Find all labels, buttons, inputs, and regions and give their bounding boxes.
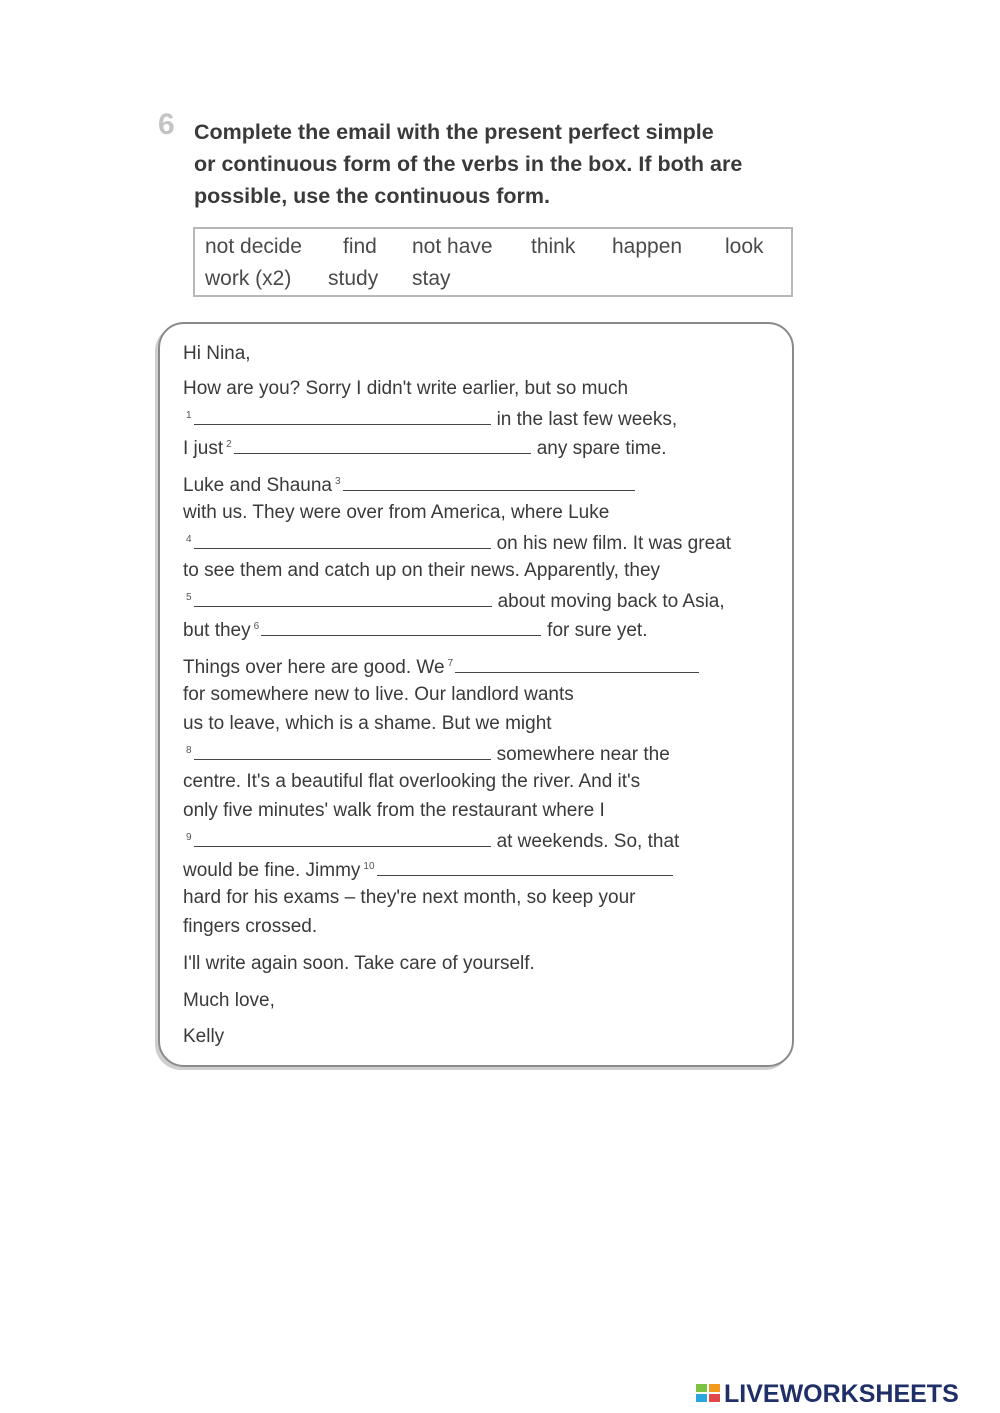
email-line xyxy=(183,407,677,431)
word-box xyxy=(193,227,793,297)
gap-number: 10 xyxy=(363,860,375,872)
word-box-item: work (x2) xyxy=(205,267,292,290)
word-box-item: not have xyxy=(412,235,493,258)
gap-number: 8 xyxy=(186,744,192,756)
gap-number: 9 xyxy=(186,831,192,843)
word-box-item: not decide xyxy=(205,235,302,258)
word-box-item: look xyxy=(725,235,764,258)
email-line: only five minutes' walk from the restaurant where I xyxy=(183,800,605,821)
email-text: in the last few weeks, xyxy=(496,409,678,430)
email-line: How are you? Sorry I didn't write earlier, but so much xyxy=(183,378,629,399)
answer-gap-5[interactable] xyxy=(194,589,492,607)
email-line: hard for his exams – they're next month, so keep your xyxy=(183,887,636,908)
email-text: I just xyxy=(183,438,224,459)
logo-text: LIVEWORKSHEETS xyxy=(724,1380,959,1408)
email-text: at weekends. So, that xyxy=(496,831,680,852)
exercise-number: 6 xyxy=(158,108,175,141)
answer-gap-3[interactable] xyxy=(343,473,635,491)
email-line: for somewhere new to live. Our landlord wants xyxy=(183,684,574,705)
email-line: to see them and catch up on their news. Apparently, they xyxy=(183,560,661,581)
email-text: for sure yet. xyxy=(547,620,648,641)
gap-number: 2 xyxy=(226,438,232,450)
answer-gap-6[interactable] xyxy=(261,618,541,636)
answer-gap-10[interactable] xyxy=(377,858,673,876)
liveworksheets-logo xyxy=(696,1382,996,1406)
instruction-line: Complete the email with the present perfect simple xyxy=(194,120,714,144)
email-line xyxy=(183,829,679,853)
word-box-item: find xyxy=(343,235,377,258)
answer-gap-1[interactable] xyxy=(194,407,491,425)
email-line: us to leave, which is a shame. But we might xyxy=(183,713,552,734)
word-box-item: stay xyxy=(412,267,451,290)
email-text: but they xyxy=(183,620,251,641)
word-box-item: think xyxy=(531,235,576,258)
answer-gap-4[interactable] xyxy=(194,531,491,549)
email-text: any spare time. xyxy=(536,438,667,459)
word-box-item: happen xyxy=(612,235,683,258)
email-line xyxy=(183,473,641,497)
email-signature: Kelly xyxy=(183,1026,225,1047)
email-text: somewhere near the xyxy=(496,744,670,765)
answer-gap-8[interactable] xyxy=(194,742,491,760)
gap-number: 6 xyxy=(253,620,260,632)
email-line xyxy=(183,858,679,882)
email-greeting: Hi Nina, xyxy=(183,343,251,364)
email-line: centre. It's a beautiful flat overlooking the river. And it's xyxy=(183,771,641,792)
instruction-line: or continuous form of the verbs in the box. If both are xyxy=(194,152,743,176)
email-text: Luke and Shauna xyxy=(183,475,332,496)
gap-number: 5 xyxy=(186,591,192,603)
gap-number: 4 xyxy=(186,533,192,545)
email-signoff: Much love, xyxy=(183,990,275,1011)
email-text: Things over here are good. We xyxy=(183,657,445,678)
email-text: on his new film. It was great xyxy=(496,533,731,554)
email-line xyxy=(183,589,725,613)
email-line xyxy=(183,742,670,766)
email-line xyxy=(183,531,731,555)
gap-number: 1 xyxy=(186,409,192,421)
email-line xyxy=(183,436,667,460)
word-box-item: study xyxy=(328,267,379,290)
gap-number: 7 xyxy=(447,657,454,669)
gap-number: 3 xyxy=(334,475,341,487)
answer-gap-2[interactable] xyxy=(234,436,531,454)
email-text: about moving back to Asia, xyxy=(497,591,725,612)
answer-gap-7[interactable] xyxy=(455,655,699,673)
logo-blocks-icon xyxy=(696,1384,722,1404)
email-line: with us. They were over from America, where Luke xyxy=(183,502,610,523)
answer-gap-9[interactable] xyxy=(194,829,491,847)
email-line xyxy=(183,618,648,642)
email-line: fingers crossed. xyxy=(183,916,318,937)
email-closing: I'll write again soon. Take care of yourself. xyxy=(183,953,535,974)
instruction-line: possible, use the continuous form. xyxy=(194,184,550,208)
email-line xyxy=(183,655,705,679)
email-text: would be fine. Jimmy xyxy=(183,860,361,881)
exercise-instructions xyxy=(194,116,804,212)
